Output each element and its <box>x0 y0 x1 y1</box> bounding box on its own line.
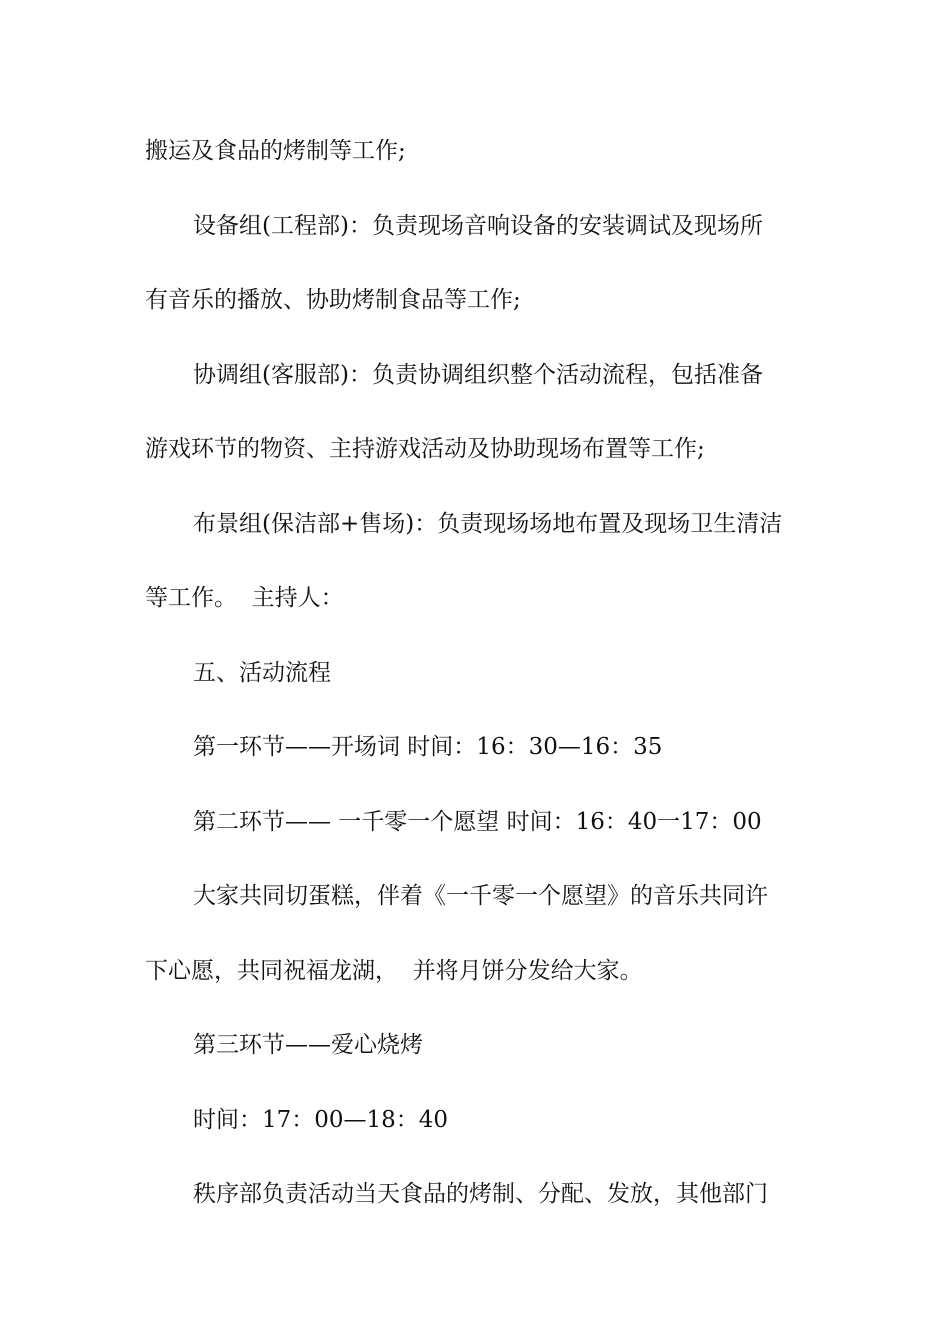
paragraph-line: 协调组(客服部)：负责协调组织整个活动流程，包括准备 <box>193 362 763 388</box>
paragraph-line: 游戏环节的物资、主持游戏活动及协助现场布置等工作; <box>145 436 705 462</box>
paragraph-line: 设备组(工程部)：负责现场音响设备的安装调试及现场所 <box>193 213 763 239</box>
paragraph-line: 秩序部负责活动当天食品的烤制、分配、发放，其他部门 <box>193 1181 768 1207</box>
paragraph-line: 等工作。 主持人： <box>145 585 344 611</box>
paragraph-line: 大家共同切蛋糕，伴着《一千零一个愿望》的音乐共同许 <box>193 883 768 909</box>
paragraph-line: 布景组(保洁部+售场)：负责现场场地布置及现场卫生清洁 <box>193 511 783 537</box>
paragraph-line: 第三环节——爱心烧烤 <box>193 1032 423 1058</box>
paragraph-line: 下心愿，共同祝福龙湖， 并将月饼分发给大家。 <box>145 958 643 984</box>
paragraph-line: 有音乐的播放、协助烤制食品等工作; <box>145 287 521 313</box>
paragraph-line: 时间：17：00—18：40 <box>193 1107 449 1133</box>
paragraph-line: 搬运及食品的烤制等工作; <box>145 138 406 164</box>
section-heading: 五、活动流程 <box>193 660 331 686</box>
paragraph-line: 第二环节—— 一千零一个愿望 时间：16：40一17：00 <box>193 809 762 835</box>
paragraph-line: 第一环节——开场词 时间：16：30—16：35 <box>193 734 663 760</box>
